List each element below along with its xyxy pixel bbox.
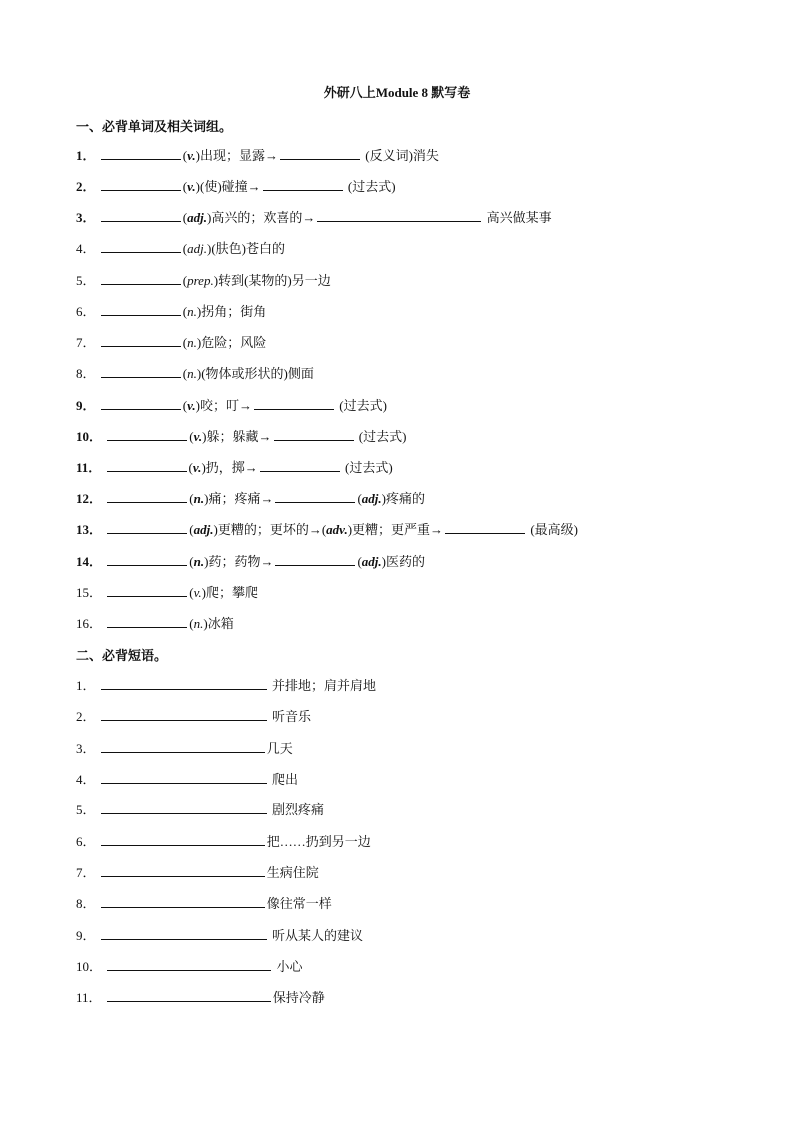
part-of-speech: adj.	[187, 210, 207, 225]
phrase-meaning: 并排地；肩并肩地	[268, 678, 377, 693]
item-number: 8．	[76, 366, 96, 381]
answer-blank[interactable]	[107, 427, 187, 441]
answer-blank[interactable]	[101, 271, 181, 285]
answer-blank[interactable]	[274, 427, 354, 441]
word-meaning: 扔，掷→	[205, 460, 258, 475]
answer-blank[interactable]	[101, 208, 181, 222]
word-note: 医药的	[386, 554, 426, 569]
phrase-item	[76, 894, 332, 912]
phrase-meaning: 把……扔到另一边	[266, 834, 371, 849]
word-meaning: 痛；疼痛→	[208, 491, 274, 506]
phrase-meaning: 小心	[273, 959, 303, 974]
part-of-speech: adj.	[193, 522, 214, 537]
word-meaning: (物体或形状的)侧面	[201, 366, 314, 381]
answer-blank[interactable]	[263, 177, 343, 191]
item-number: 5．	[76, 273, 96, 288]
word-item: 9． (v.)咬；叮→ (过去式)	[76, 398, 387, 413]
item-number: 10．	[76, 429, 103, 444]
item-number: 1．	[76, 148, 96, 163]
answer-blank[interactable]	[101, 146, 181, 160]
word-meaning: (使)碰撞→	[200, 179, 261, 194]
item-number: 7．	[76, 865, 96, 880]
part-of-speech: v.	[192, 460, 202, 475]
part-of-speech: adj.	[361, 491, 382, 506]
item-number: 7．	[76, 335, 96, 350]
word-meaning: 高兴的；欢喜的→	[211, 210, 316, 225]
word-meaning: 更糟的；更坏的→(	[217, 522, 327, 537]
item-number: 2．	[76, 709, 96, 724]
word-item: 2． (v.)(使)碰撞→ (过去式)	[76, 179, 396, 194]
part-of-speech: v.	[187, 398, 196, 413]
answer-blank[interactable]	[101, 707, 267, 721]
phrase-meaning: 像往常一样	[266, 896, 332, 911]
phrase-item	[76, 832, 371, 850]
answer-blank[interactable]	[101, 800, 267, 814]
answer-blank[interactable]	[101, 333, 181, 347]
part-of-speech: n.	[193, 491, 205, 506]
part-of-speech: n.	[187, 304, 197, 319]
phrase-meaning: 听从某人的建议	[268, 928, 364, 943]
word-meaning: 躲；躲藏→	[206, 429, 272, 444]
answer-blank[interactable]	[107, 552, 187, 566]
answer-blank[interactable]	[101, 302, 181, 316]
word-item: 10． (v.)躲；躲藏→ (过去式)	[76, 429, 407, 444]
item-number: 6．	[76, 834, 96, 849]
word-item: 12． (n.)痛；疼痛→ (adj.)疼痛的	[76, 491, 426, 506]
item-number: 2．	[76, 179, 96, 194]
item-number: 5．	[76, 802, 96, 817]
part-of-speech: v.	[193, 429, 203, 444]
answer-blank[interactable]	[101, 894, 265, 908]
phrase-meaning: 剧烈疼痛	[268, 802, 325, 817]
word-note: (过去式)	[341, 460, 393, 475]
phrase-meaning: 听音乐	[268, 709, 312, 724]
item-number: 11．	[76, 460, 102, 475]
word-item: 11． (v.)扔，掷→ (过去式)	[76, 460, 393, 475]
word-note: (最高级)	[527, 522, 578, 537]
word-meaning: 出现；显露→	[200, 148, 279, 163]
item-number: 15．	[76, 585, 103, 600]
answer-blank[interactable]	[445, 520, 525, 534]
phrase-meaning: 几天	[266, 741, 293, 756]
word-meaning: 爬；攀爬	[206, 585, 259, 600]
answer-blank[interactable]	[101, 676, 267, 690]
answer-blank[interactable]	[260, 458, 340, 472]
part-of-speech: n.	[187, 366, 197, 381]
word-note: 高兴做某事	[483, 210, 552, 225]
word-item: 1． (v.)出现；显露→ (反义词)消失	[76, 148, 439, 163]
answer-blank[interactable]	[107, 583, 187, 597]
word-meaning: )更糟；更严重→	[347, 522, 444, 537]
page-title: 外研八上Module 8 默写卷	[323, 85, 471, 100]
phrase-item	[76, 863, 319, 881]
item-number: 12．	[76, 491, 103, 506]
section-heading-phrases: 二、必背短语。	[76, 648, 168, 663]
word-item: 8． (n.)(物体或形状的)侧面	[76, 366, 314, 381]
word-item: 14． (n.)药；药物→ (adj.)医药的	[76, 554, 426, 569]
phrase-meaning: 保持冷静	[272, 990, 325, 1005]
word-note: (过去式)	[355, 429, 407, 444]
word-note: (过去式)	[344, 179, 396, 194]
item-number: 3．	[76, 210, 96, 225]
answer-blank[interactable]	[275, 552, 355, 566]
word-note: 疼痛的	[386, 491, 426, 506]
phrase-meaning: 生病住院	[266, 865, 319, 880]
phrase-item	[76, 800, 324, 818]
item-number: 14．	[76, 554, 103, 569]
word-item: 4． (adj.)(肤色)苍白的	[76, 241, 285, 256]
part-of-speech: adv.	[326, 522, 348, 537]
answer-blank[interactable]	[317, 208, 481, 222]
item-number: 6．	[76, 304, 96, 319]
item-number: 4．	[76, 772, 96, 787]
answer-blank[interactable]	[107, 614, 187, 628]
answer-blank[interactable]	[101, 739, 265, 753]
phrase-item	[76, 988, 325, 1006]
word-item: 7． (n.)危险；风险	[76, 335, 267, 350]
answer-blank[interactable]	[107, 520, 187, 534]
part-of-speech: prep.	[187, 273, 214, 288]
item-number: 9．	[76, 928, 96, 943]
answer-blank[interactable]	[254, 396, 334, 410]
part-of-speech: v.	[187, 179, 196, 194]
item-number: 1．	[76, 678, 96, 693]
word-item: 13． (adj.)更糟的；更坏的→(adv.)更糟；更严重→ (最高级)	[76, 522, 578, 537]
answer-blank[interactable]	[107, 988, 271, 1002]
phrase-meaning: 爬出	[268, 772, 299, 787]
part-of-speech: n.	[193, 616, 204, 631]
answer-blank[interactable]	[107, 489, 187, 503]
phrase-item	[76, 739, 293, 757]
answer-blank[interactable]	[107, 957, 271, 971]
phrase-item	[76, 676, 376, 694]
phrase-item	[76, 707, 311, 725]
phrase-item	[76, 770, 298, 788]
word-note: (反义词)消失	[362, 148, 439, 163]
phrase-item	[76, 926, 363, 944]
word-meaning: 冰箱	[207, 616, 234, 631]
part-of-speech: adj.	[361, 554, 382, 569]
word-item: 3． (adj.)高兴的；欢喜的→ 高兴做某事	[76, 210, 552, 225]
item-number: 9．	[76, 398, 96, 413]
item-number: 3．	[76, 741, 96, 756]
answer-blank[interactable]	[101, 396, 181, 410]
answer-blank[interactable]	[280, 146, 360, 160]
answer-blank[interactable]	[275, 489, 355, 503]
item-number: 4．	[76, 241, 96, 256]
answer-blank[interactable]	[107, 458, 187, 472]
part-of-speech: v.	[187, 148, 196, 163]
answer-blank[interactable]	[101, 770, 267, 784]
word-item: 6． (n.)拐角；街角	[76, 304, 267, 319]
item-number: 10．	[76, 959, 103, 974]
word-item: 15． (v.)爬；攀爬	[76, 585, 259, 600]
item-number: 16．	[76, 616, 103, 631]
word-item: 5． (prep.)转到(某物的)另一边	[76, 273, 331, 288]
word-item: 16． (n.)冰箱	[76, 616, 234, 631]
answer-blank[interactable]	[101, 239, 181, 253]
section-heading-words: 一、必背单词及相关词组。	[76, 119, 233, 134]
part-of-speech: n.	[193, 554, 205, 569]
word-note: (过去式)	[336, 398, 387, 413]
answer-blank[interactable]	[101, 926, 267, 940]
answer-blank[interactable]	[101, 832, 265, 846]
word-meaning: (肤色)苍白的	[211, 241, 285, 256]
part-of-speech: n.	[187, 335, 197, 350]
word-meaning: 咬；叮→	[200, 398, 253, 413]
answer-blank[interactable]	[101, 364, 181, 378]
word-meaning: 危险；风险	[201, 335, 267, 350]
word-meaning: 转到(某物的)另一边	[218, 273, 331, 288]
word-meaning: 拐角；街角	[201, 304, 267, 319]
answer-blank[interactable]	[101, 177, 181, 191]
item-number: 13．	[76, 522, 103, 537]
item-number: 11．	[76, 990, 102, 1005]
item-number: 8．	[76, 896, 96, 911]
part-of-speech: v.	[193, 585, 202, 600]
answer-blank[interactable]	[101, 863, 265, 877]
phrase-item	[76, 957, 303, 975]
part-of-speech: adj.	[187, 241, 207, 256]
word-meaning: 药；药物→	[208, 554, 274, 569]
